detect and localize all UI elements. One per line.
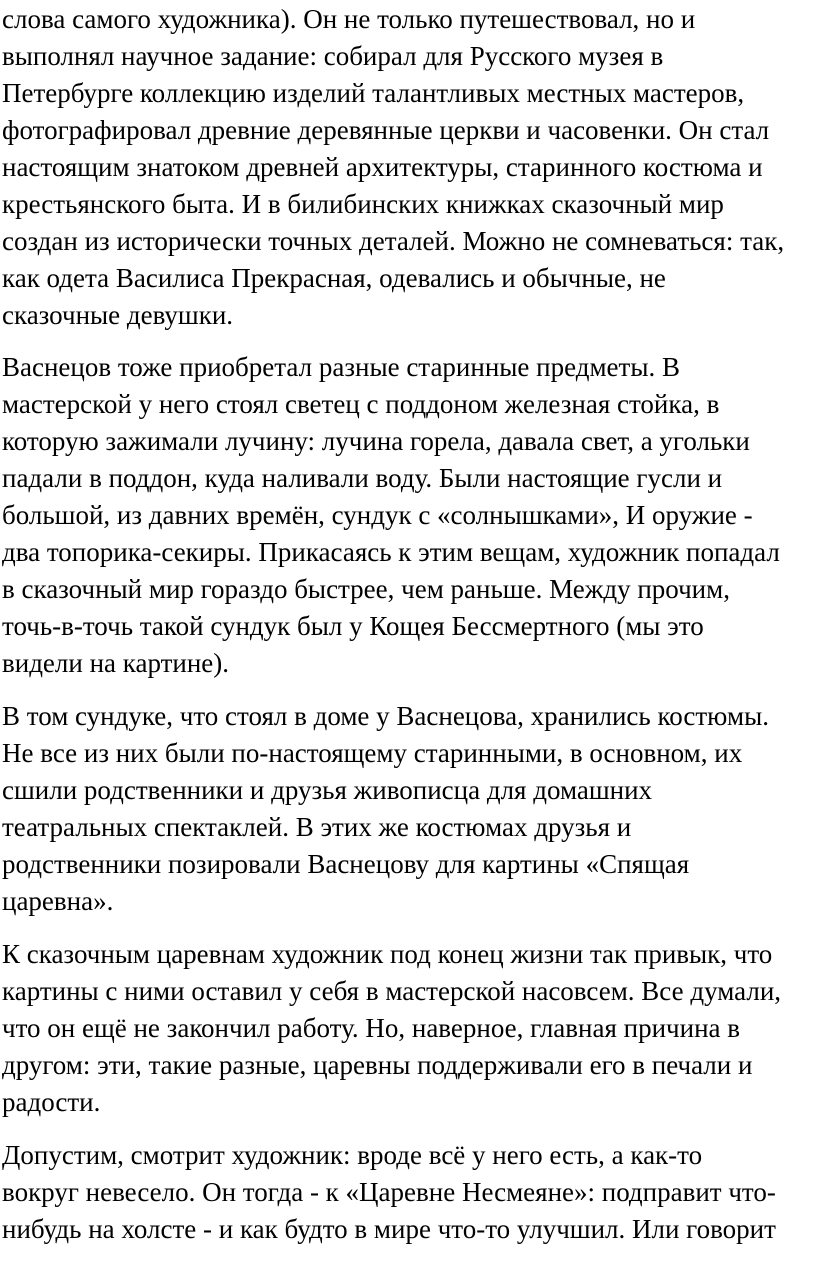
text-line: картины с ними оставил у себя в мастерской насовсем. Все думали,	[2, 976, 782, 1006]
text-line: театральных спектаклей. В этих же костюмах друзья и	[2, 812, 632, 842]
text-line: создан из исторически точных деталей. Можно не сомневаться: так,	[2, 226, 785, 256]
text-line: нибудь на холсте - и как будто в мире что-то улучшил. Или говорит	[2, 1214, 776, 1244]
text-line: в сказочный мир гораздо быстрее, чем раньше. Между прочим,	[2, 574, 730, 604]
text-line: мастерской у него стоял светец с поддоном железная стойка, в	[2, 389, 720, 419]
text-line: В том сундуке, что стоял в доме у Васнецова, хранились костюмы.	[2, 701, 769, 731]
text-line: К сказочным царевнам художник под конец жизни так привык, что	[2, 939, 773, 969]
text-line: точь-в-точь такой сундук был у Кощея Бессмертного (мы это	[2, 611, 704, 641]
text-line: крестьянского быта. И в билибинских книжках сказочный мир	[2, 189, 724, 219]
text-line: Не все из них были по-настоящему старинными, в основном, их	[2, 738, 743, 768]
text-line: радости.	[2, 1087, 101, 1117]
text-line: как одета Василиса Прекрасная, одевались и обычные, не	[2, 263, 666, 293]
text-line: падали в поддон, куда наливали воду. Были настоящие гусли и	[2, 463, 723, 493]
text-line: Васнецов тоже приобретал разные старинные предметы. В	[2, 352, 680, 382]
text-line: фотографировал древние деревянные церкви и часовенки. Он стал	[2, 115, 770, 145]
text-line: что он ещё не закончил работу. Но, наверное, главная причина в	[2, 1013, 741, 1043]
text-line: выполнял научное задание: собирал для Русского музея в	[2, 41, 664, 71]
text-line: сказочные девушки.	[2, 300, 234, 330]
text-line: царевна».	[2, 886, 114, 916]
text-line: большой, из давних времён, сундук с «солнышками», И оружие -	[2, 500, 753, 530]
text-line: родственники позировали Васнецову для картины «Спящая	[2, 849, 690, 879]
text-line: видели на картине).	[2, 648, 230, 678]
text-line: вокруг невесело. Он тогда - к «Царевне Несмеяне»: подправит что-	[2, 1177, 776, 1207]
text-line: другом: эти, такие разные, царевны поддерживали его в печали и	[2, 1050, 753, 1080]
text-line: Петербурге коллекцию изделий талантливых местных мастеров,	[2, 78, 745, 108]
text-line: слова самого художника). Он не только путешествовал, но и	[2, 4, 696, 34]
text-line: два топорика-секиры. Прикасаясь к этим вещам, художник попадал	[2, 537, 780, 567]
text-line: настоящим знатоком древней архитектуры, старинного костюма и	[2, 152, 763, 182]
text-line: Допустим, смотрит художник: вроде всё у него есть, а как-то	[2, 1140, 703, 1170]
text-line: сшили родственники и друзья живописца для домашних	[2, 775, 653, 805]
text-line: которую зажимали лучину: лучина горела, давала свет, а угольки	[2, 426, 750, 456]
